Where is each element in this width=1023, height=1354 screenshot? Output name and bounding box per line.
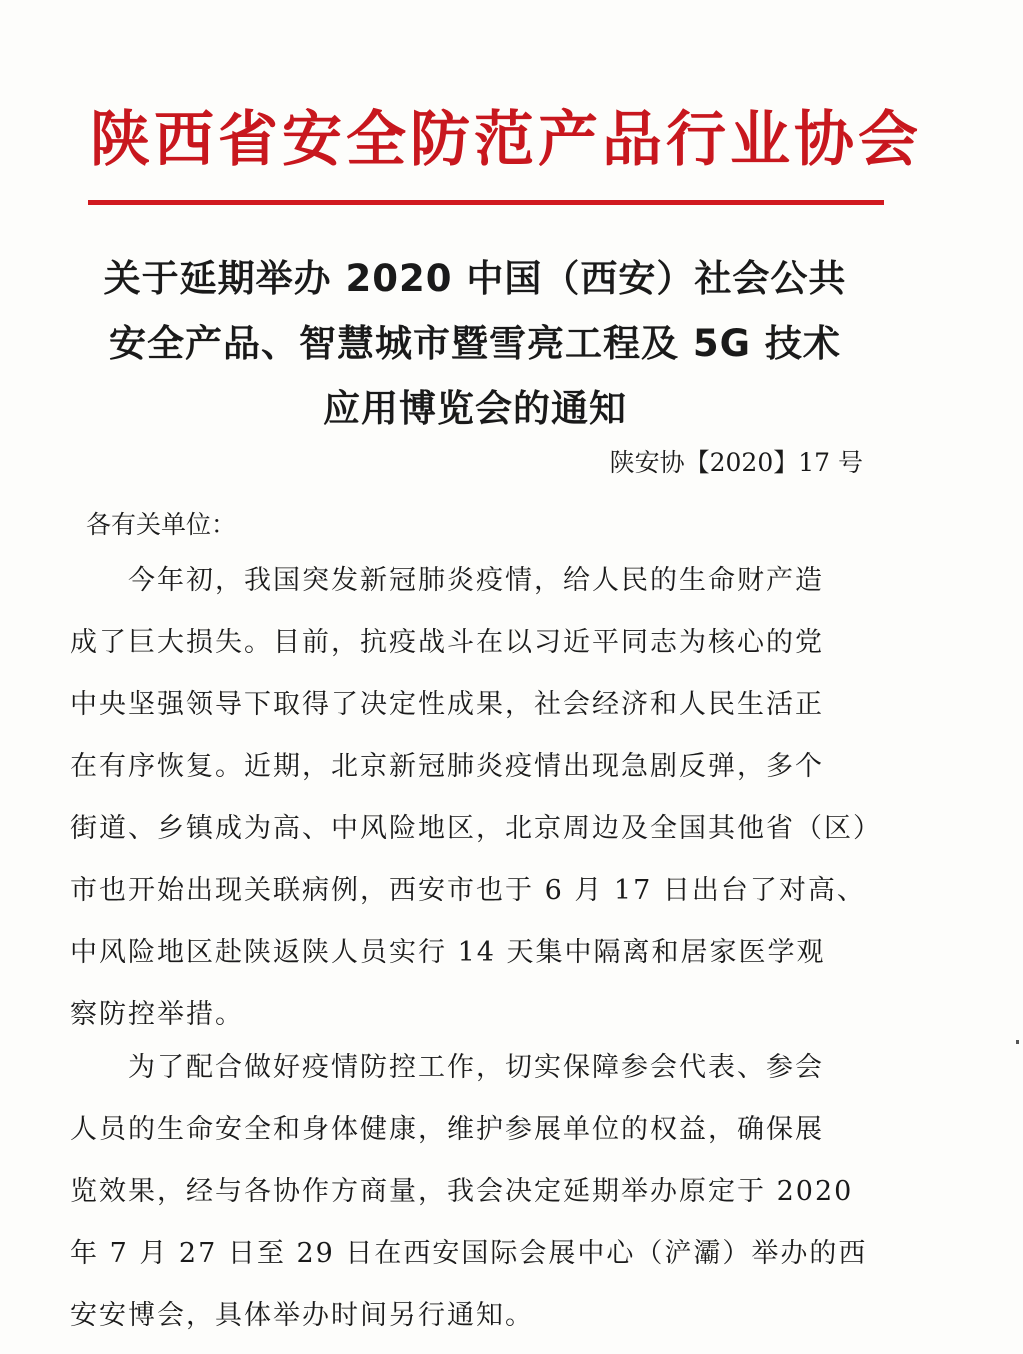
paragraph-2 [70, 1037, 870, 1347]
paragraph-1 [70, 550, 882, 1046]
paragraph-line: 为了配合做好疫情防控工作，切实保障参会代表、参会 [70, 1052, 824, 1083]
title-line: 应用博览会的通知 [323, 387, 627, 430]
scan-speck [1016, 1040, 1019, 1044]
organization-letterhead: 陕西省安全防范产品行业协会 [90, 105, 922, 175]
document-number: 陕安协【2020】17 号 [609, 448, 863, 477]
title-line: 安全产品、智慧城市暨雪亮工程及 5G 技术 [109, 322, 841, 365]
paragraph-line: 安安博会，具体举办时间另行通知。 [70, 1300, 534, 1331]
paragraph-line: 街道、乡镇成为高、中风险地区，北京周边及全国其他省（区） [70, 813, 882, 844]
salutation: 各有关单位： [86, 510, 237, 539]
paragraph-line: 市也开始出现关联病例，西安市也于 6 月 17 日出台了对高、 [70, 875, 866, 906]
paragraph-line: 年 7 月 27 日至 29 日在西安国际会展中心（浐灞）举办的西 [70, 1238, 868, 1269]
paragraph-line: 人员的生命安全和身体健康，维护参展单位的权益，确保展 [70, 1114, 824, 1145]
paragraph-line: 中央坚强领导下取得了决定性成果，社会经济和人民生活正 [70, 689, 824, 720]
paragraph-line: 中风险地区赴陕返陕人员实行 14 天集中隔离和居家医学观 [70, 937, 826, 968]
title-line: 关于延期举办 2020 中国（西安）社会公共 [103, 257, 847, 300]
paragraph-line: 览效果，经与各协作方商量，我会决定延期举办原定于 2020 [70, 1176, 854, 1207]
paragraph-line: 成了巨大损失。目前，抗疫战斗在以习近平同志为核心的党 [70, 627, 824, 658]
paragraph-line: 察防控举措。 [70, 999, 244, 1030]
paragraph-line: 今年初，我国突发新冠肺炎疫情，给人民的生命财产造 [70, 565, 824, 596]
document-title [80, 246, 870, 441]
letterhead-red-rule [88, 200, 884, 205]
paragraph-line: 在有序恢复。近期，北京新冠肺炎疫情出现急剧反弹，多个 [70, 751, 824, 782]
